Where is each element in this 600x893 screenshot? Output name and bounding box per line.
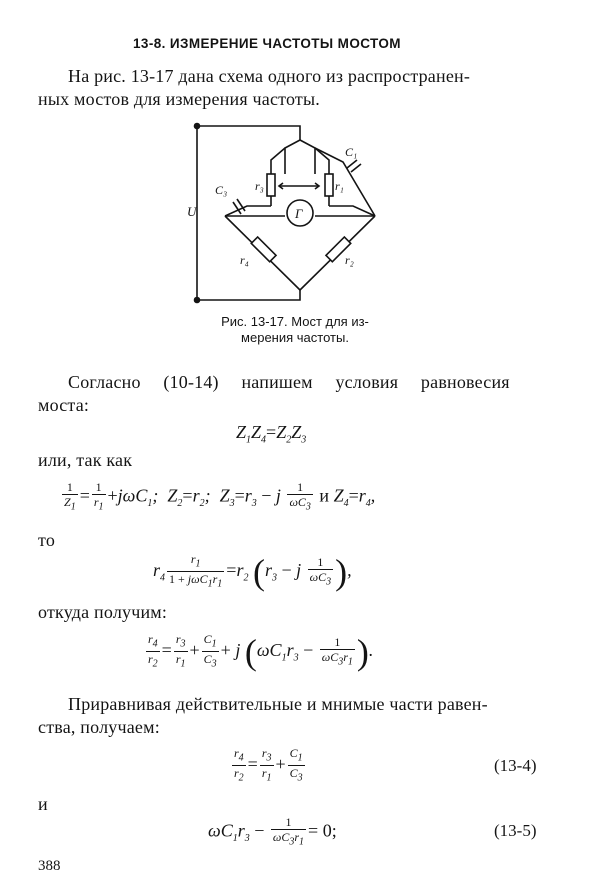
text2-line-2: ства, получаем: xyxy=(38,717,160,737)
equation-bridge-substituted: $r_4$ $\frac{r_1}{1 + j\omega C_1r_1}$ $=r_2$ ($r_3 - j$ $\frac{1}{\omega C_3}$ ), xyxy=(153,551,352,592)
intro-line-2: ных мостов для измерения частоты. xyxy=(38,89,320,109)
label-galvanometer: Г xyxy=(295,206,303,221)
figure-caption-line-2: мерения частоты. xyxy=(241,330,349,345)
equation-balance: $Z_1Z_4=Z_2Z_3$ xyxy=(236,422,307,446)
page-number: 388 xyxy=(38,858,61,874)
text-or-since: или, так как xyxy=(38,450,133,470)
equation-impedances: $\frac{1}{Z_1}$ = $\frac{1}{r_1}$ +jωC$_1$; $Z_2=r_2$; $Z_3=r_3 - j$ $\frac{1}{\omega C_3}$ и $Z_4=r_4$, xyxy=(64,480,376,513)
bridge-circuit-diagram xyxy=(185,118,395,308)
text-then: то xyxy=(38,530,56,550)
text1-line-1: Согласно (10-14) напишем условия равновесия xyxy=(68,372,510,392)
label-C1: C₁ xyxy=(345,145,358,159)
text-and: и xyxy=(38,794,48,814)
equation-13-4: $\frac{r_4}{r_2}$ = $\frac{r_3}{r_1}$ + $\frac{C_1}{C_3}$ xyxy=(234,746,303,784)
intro-line-1: На рис. 13-17 дана схема одного из распространен- xyxy=(68,66,471,86)
figure-caption-line-1: Рис. 13-17. Мост для из- xyxy=(221,314,369,329)
label-C3: C₃ xyxy=(215,183,228,197)
label-r1: r₁ xyxy=(335,179,344,193)
equation-number-13-5: (13-5) xyxy=(494,821,537,840)
text2-line-1: Приравнивая действительные и мнимые части равен- xyxy=(68,694,488,714)
equation-expanded: $\frac{r_4}{r_2}$ = $\frac{r_3}{r_1}$ + $\frac{C_1}{C_3}$ + j ($\omega C_1r_3$ − $\frac{1}{\omega C_3r_1}$ ). xyxy=(148,631,374,672)
label-r3: r₃ xyxy=(255,179,264,193)
label-r2: r₂ xyxy=(345,253,354,267)
section-title: 13-8. ИЗМЕРЕНИЕ ЧАСТОТЫ МОСТОМ xyxy=(133,36,401,51)
label-r4: r₄ xyxy=(240,253,249,267)
word-and: и xyxy=(319,485,330,506)
equation-number-13-4: (13-4) xyxy=(494,756,537,775)
text1-line-2: моста: xyxy=(38,395,90,415)
label-U: U xyxy=(187,204,197,219)
text-whence: откуда получим: xyxy=(38,602,168,622)
equation-13-5: $\omega C_1r_3$ − $\frac{1}{\omega C_3r_1}$ = 0; xyxy=(208,815,337,848)
